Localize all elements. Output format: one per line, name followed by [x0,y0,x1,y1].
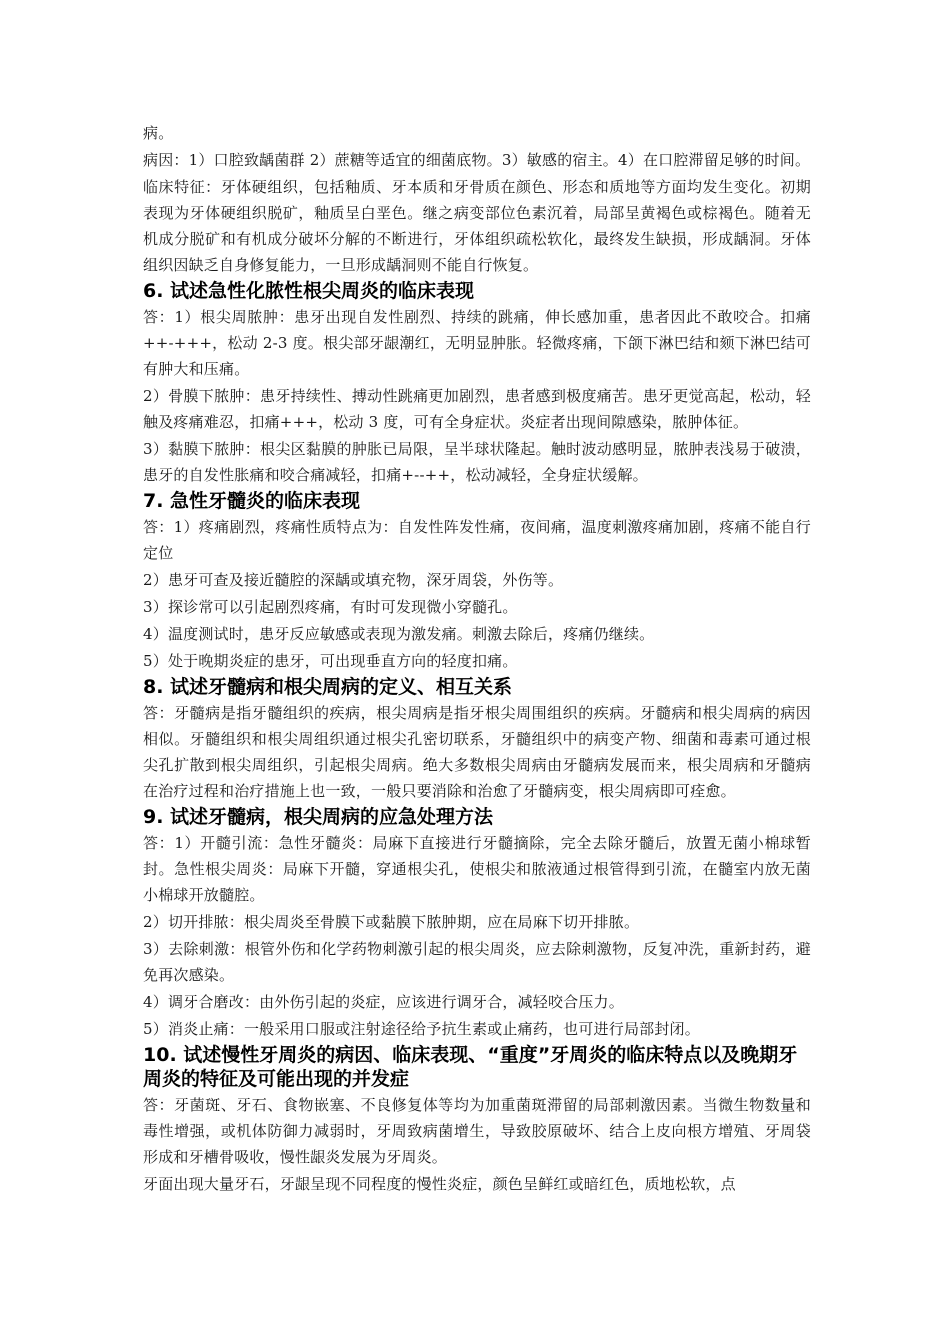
paragraph: 2）切开排脓：根尖周炎至骨膜下或黏膜下脓肿期，应在局麻下切开排脓。 [143,913,640,931]
section-heading: 7. 急性牙髓炎的临床表现 [143,490,361,512]
paragraph: 病因：1）口腔致龋菌群 2）蔗糖等适宜的细菌底物。3）敏感的宿主。4）在口腔滞留足够的时间。 [143,151,811,169]
section-heading: 10. 试述慢性牙周炎的病因、临床表现、“重度”牙周炎的临床特点以及晚期牙周炎的特征及可能出现的并发症 [143,1044,798,1090]
section-heading: 9. 试述牙髓病，根尖周病的应急处理方法 [143,806,494,828]
paragraph: 答：1）根尖周脓肿：患牙出现自发性剧烈、持续的跳痛，伸长感加重，患者因此不敢咬合。扣痛++-+++，松动 2-3 度。根尖部牙龈潮红，无明显肿胀。轻微疼痛，下颌下淋巴结和颏下淋巴结可有肿大和压痛。 [143,308,811,378]
section-heading: 6. 试述急性化脓性根尖周炎的临床表现 [143,280,475,302]
paragraph: 4）调牙合磨改：由外伤引起的炎症，应该进行调牙合，减轻咬合压力。 [143,993,624,1011]
paragraph: 答：牙菌斑、牙石、食物嵌塞、不良修复体等均为加重菌斑滞留的局部刺激因素。当微生物数量和毒性增强，或机体防御力减弱时，牙周致病菌增生，导致胶原破坏、结合上皮向根方增殖、牙周袋形成和牙槽骨吸收，慢性龈炎发展为牙周炎。 [143,1096,811,1166]
paragraph: 5）消炎止痛：一般采用口服或注射途径给予抗生素或止痛药，也可进行局部封闭。 [143,1020,700,1038]
paragraph: 牙面出现大量牙石，牙龈呈现不同程度的慢性炎症，颜色呈鲜红或暗红色，质地松软，点 [143,1175,736,1193]
paragraph: 3）去除刺激：根管外伤和化学药物刺激引起的根尖周炎，应去除刺激物，反复冲洗，重新封药，避免再次感染。 [143,940,811,984]
paragraph: 病。 [143,124,174,142]
paragraph: 3）黏膜下脓肿：根尖区黏膜的肿胀已局限，呈半球状隆起。触时波动感明显，脓肿表浅易于破溃，患牙的自发性胀痛和咬合痛减轻，扣痛+--++，松动减轻，全身症状缓解。 [143,440,811,484]
section-heading: 8. 试述牙髓病和根尖周病的定义、相互关系 [143,676,513,698]
paragraph: 5）处于晚期炎症的患牙，可出现垂直方向的轻度扣痛。 [143,652,518,670]
paragraph: 3）探诊常可以引起剧烈疼痛，有时可发现微小穿髓孔。 [143,598,518,616]
paragraph: 答：1）疼痛剧烈，疼痛性质特点为：自发性阵发性痛，夜间痛，温度刺激疼痛加剧，疼痛不能自行定位 [143,518,811,562]
document-body [143,120,811,1198]
paragraph: 答：牙髓病是指牙髓组织的疾病，根尖周病是指牙根尖周围组织的疾病。牙髓病和根尖周病的病因相似。牙髓组织和根尖周组织通过根尖孔密切联系，牙髓组织中的病变产物、细菌和毒素可通过根尖孔扩散到根尖周组织，引起根尖周病。绝大多数根尖周病由牙髓病发展而来，根尖周病和牙髓病在治疗过程和治疗措施上也一致，一般只要消除和治愈了牙髓病变，根尖周病即可痊愈。 [143,704,811,800]
paragraph: 答：1）开髓引流：急性牙髓炎：局麻下直接进行牙髓摘除，完全去除牙髓后，放置无菌小棉球暂封。急性根尖周炎：局麻下开髓，穿通根尖孔，使根尖和脓液通过根管得到引流，在髓室内放无菌小棉球开放髓腔。 [143,834,811,904]
paragraph: 2）骨膜下脓肿：患牙持续性、搏动性跳痛更加剧烈，患者感到极度痛苦。患牙更觉高起，松动，轻触及疼痛难忍，扣痛+++，松动 3 度，可有全身症状。炎症者出现间隙感染，脓肿体征。 [143,387,811,431]
paragraph: 4）温度测试时，患牙反应敏感或表现为激发痛。刺激去除后，疼痛仍继续。 [143,625,655,643]
paragraph: 临床特征：牙体硬组织，包括釉质、牙本质和牙骨质在颜色、形态和质地等方面均发生变化。初期表现为牙体硬组织脱矿，釉质呈白垩色。继之病变部位色素沉着，局部呈黄褐色或棕褐色。随着无机成分脱矿和有机成分破坏分解的不断进行，牙体组织疏松软化，最终发生缺损，形成龋洞。牙体组织因缺乏自身修复能力，一旦形成龋洞则不能自行恢复。 [143,178,811,274]
paragraph: 2）患牙可查及接近髓腔的深龋或填充物，深牙周袋，外伤等。 [143,571,564,589]
